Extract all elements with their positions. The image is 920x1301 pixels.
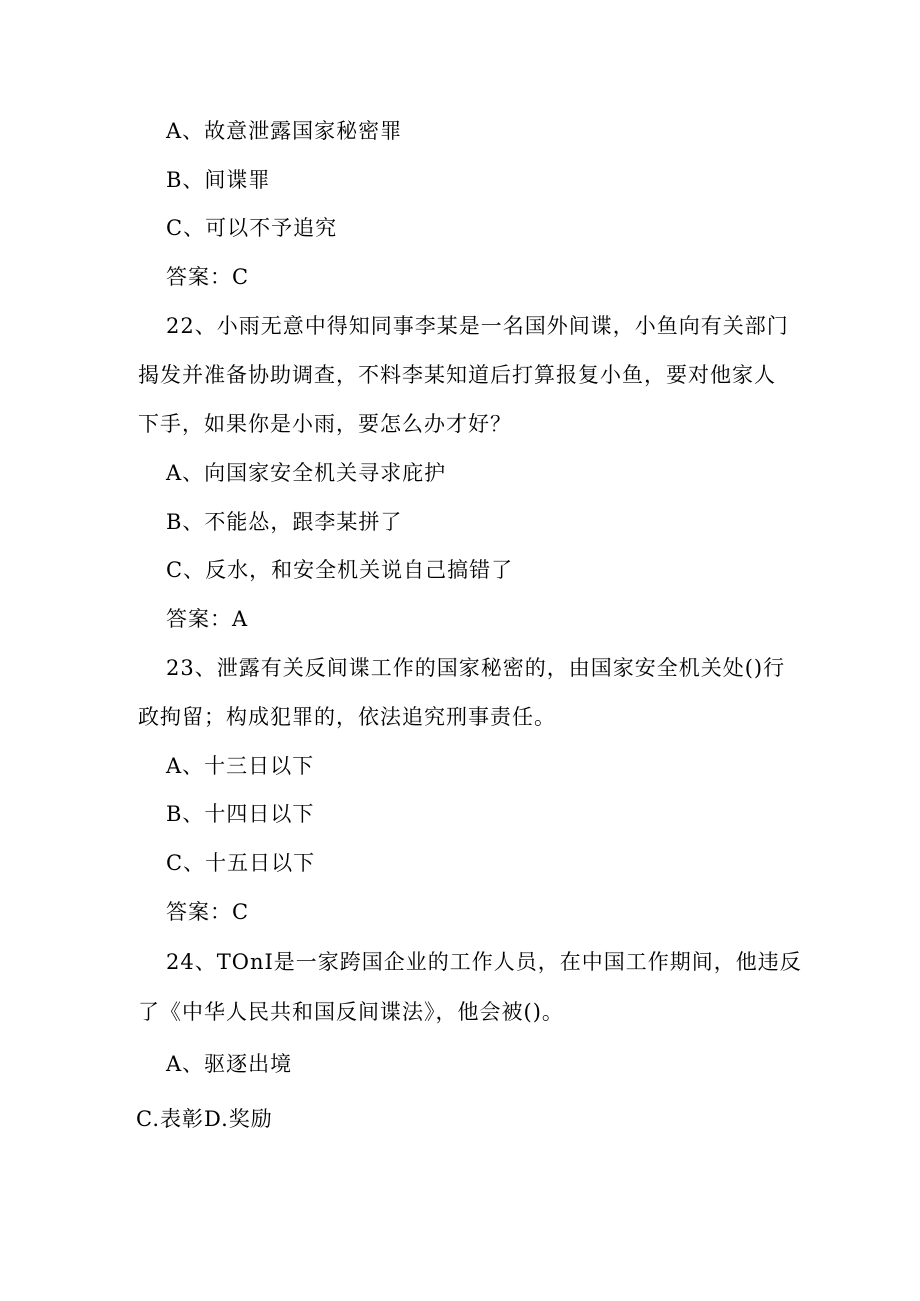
q24-text-line-2: 了《中华人民共和国反间谍法》，他会被()。 bbox=[138, 1000, 564, 1024]
q24-option-c-d: C.表彰D.奖励 bbox=[136, 1107, 273, 1131]
q23-text-line-1: 23、泄露有关反间谍工作的国家秘密的，由国家安全机关处()行 bbox=[166, 656, 786, 680]
q22-text-line-3: 下手，如果你是小雨，要怎么办才好？ bbox=[138, 412, 512, 436]
q23-text-line-2: 政拘留；构成犯罪的，依法追究刑事责任。 bbox=[138, 705, 556, 729]
q23-option-b: B、十四日以下 bbox=[166, 802, 315, 826]
q22-option-b: B、不能怂，跟李某拼了 bbox=[166, 510, 403, 534]
q22-answer: 答案：A bbox=[166, 607, 249, 631]
q21-answer: 答案：C bbox=[166, 265, 250, 289]
q22-text-line-2: 揭发并准备协助调查，不料李某知道后打算报复小鱼，要对他家人 bbox=[138, 363, 776, 387]
q23-answer: 答案：C bbox=[166, 900, 250, 924]
q22-text-line-1: 22、小雨无意中得知同事李某是一名国外间谍，小鱼向有关部门 bbox=[166, 314, 789, 338]
q22-option-c: C、反水，和安全机关说自己搞错了 bbox=[166, 558, 514, 582]
q21-option-a: A、故意泄露国家秘密罪 bbox=[166, 119, 403, 143]
q21-option-b: B、间谍罪 bbox=[166, 168, 271, 192]
q24-text-line-1: 24、TOnI是一家跨国企业的工作人员，在中国工作期间，他违反 bbox=[166, 950, 802, 974]
q21-option-c: C、可以不予追究 bbox=[166, 216, 338, 240]
q22-option-a: A、向国家安全机关寻求庇护 bbox=[166, 461, 447, 485]
q23-option-a: A、十三日以下 bbox=[166, 754, 315, 778]
q23-option-c: C、十五日以下 bbox=[166, 851, 316, 875]
q24-option-a: A、驱逐出境 bbox=[166, 1052, 293, 1076]
